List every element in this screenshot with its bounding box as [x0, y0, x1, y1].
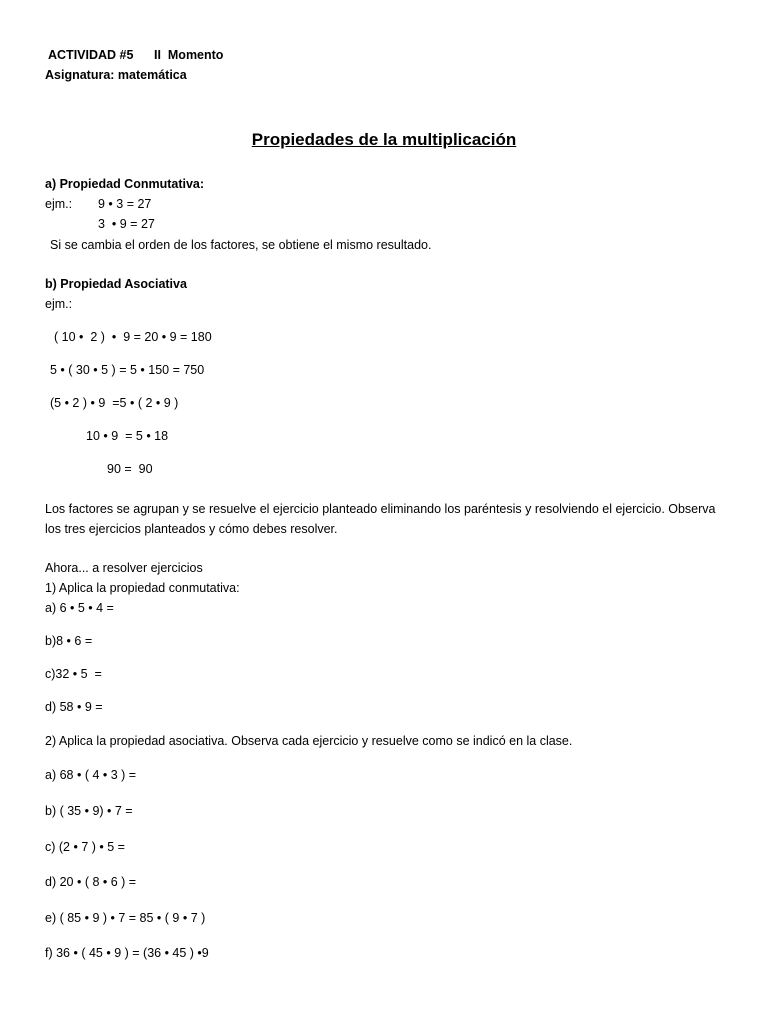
- commutative-heading: a) Propiedad Conmutativa:: [45, 177, 205, 191]
- explanation-paragraph-line: Los factores se agrupan y se resuelve el ejercicio planteado eliminando los paréntesis y resolviendo el ejercicio. Observa: [45, 502, 716, 516]
- exercise-item: a) 6 • 5 • 4 =: [45, 601, 114, 615]
- moment-label: II Momento: [154, 48, 224, 62]
- associative-example-label: ejm.:: [45, 297, 73, 311]
- associative-example-line: ( 10 • 2 ) • 9 = 20 • 9 = 180: [54, 330, 212, 344]
- exercise-item: a) 68 • ( 4 • 3 ) =: [45, 768, 137, 782]
- commutative-explanation: Si se cambia el orden de los factores, se obtiene el mismo resultado.: [50, 238, 432, 252]
- subject-label: Asignatura: matemática: [45, 68, 187, 82]
- exercise-1-instruction: 1) Aplica la propiedad conmutativa:: [45, 581, 240, 595]
- exercise-item: b) ( 35 • 9) • 7 =: [45, 804, 133, 818]
- activity-label: ACTIVIDAD #5: [48, 48, 134, 62]
- commutative-example-label: ejm.:: [45, 197, 73, 211]
- exercise-item: b)8 • 6 =: [45, 634, 93, 648]
- associative-example-line: 5 • ( 30 • 5 ) = 5 • 150 = 750: [50, 363, 205, 377]
- exercise-item: e) ( 85 • 9 ) • 7 = 85 • ( 9 • 7 ): [45, 911, 206, 925]
- exercise-item: c) (2 • 7 ) • 5 =: [45, 840, 125, 854]
- exercise-2-instruction: 2) Aplica la propiedad asociativa. Observa cada ejercicio y resuelve como se indicó en la clase.: [45, 734, 573, 748]
- associative-example-line: 10 • 9 = 5 • 18: [86, 429, 169, 443]
- associative-example-line: (5 • 2 ) • 9 =5 • ( 2 • 9 ): [50, 396, 179, 410]
- exercise-item: c)32 • 5 =: [45, 667, 102, 681]
- page-title: Propiedades de la multiplicación: [251, 130, 517, 149]
- explanation-paragraph-line: los tres ejercicios planteados y cómo debes resolver.: [45, 522, 338, 536]
- associative-heading: b) Propiedad Asociativa: [45, 277, 187, 291]
- exercise-item: d) 20 • ( 8 • 6 ) =: [45, 875, 137, 889]
- commutative-example-line: 3 • 9 = 27: [98, 217, 155, 231]
- commutative-example-line: 9 • 3 = 27: [98, 197, 152, 211]
- exercises-intro: Ahora... a resolver ejercicios: [45, 561, 203, 575]
- exercise-item: f) 36 • ( 45 • 9 ) = (36 • 45 ) •9: [45, 946, 209, 960]
- exercise-item: d) 58 • 9 =: [45, 700, 103, 714]
- associative-example-line: 90 = 90: [107, 462, 153, 476]
